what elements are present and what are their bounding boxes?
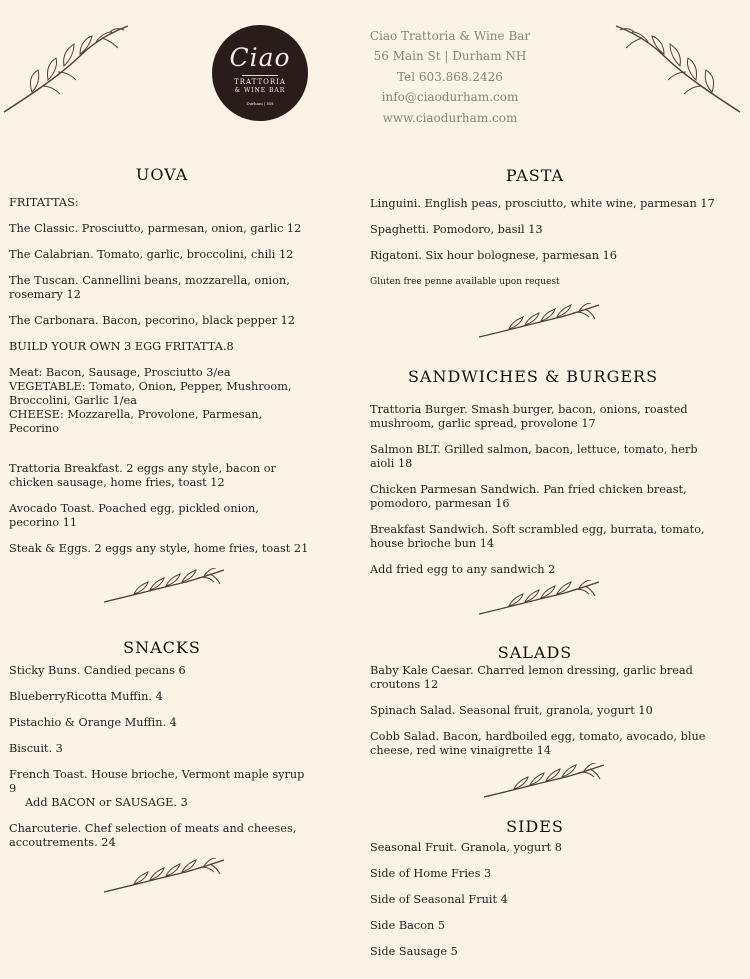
list-item: Steak & Eggs. 2 eggs any style, home fries, toast 21	[9, 542, 309, 555]
logo-line-3: Durham | NH	[246, 101, 274, 106]
contact-address: 56 Main St | Durham NH	[373, 49, 527, 64]
list-item: Side Bacon 5	[370, 919, 446, 932]
logo-line-1: TRATTORIA	[234, 78, 286, 86]
list-item: Spaghetti. Pomodoro, basil 13	[370, 223, 543, 236]
logo-rule	[242, 75, 278, 76]
olive-branch-icon	[2, 24, 132, 116]
list-item: Rigatoni. Six hour bolognese, parmesan 16	[370, 249, 617, 262]
contact-name: Ciao Trattoria & Wine Bar	[369, 29, 531, 43]
section-title-salads: SALADS	[497, 643, 573, 662]
section-title-sandwiches: SANDWICHES & BURGERS	[407, 367, 659, 386]
list-item: French Toast. House brioche, Vermont maple syrup 9	[9, 768, 305, 795]
pasta-note: Gluten free penne available upon request	[370, 277, 560, 287]
list-item: VEGETABLE: Tomato, Onion, Pepper, Mushroom, Broccolini, Garlic 1/ea	[9, 380, 292, 407]
section-title-uova: UOVA	[135, 165, 189, 184]
sprig-divider-icon	[475, 303, 605, 343]
uova-items	[9, 196, 309, 556]
list-item: Add fried egg to any sandwich 2	[370, 563, 556, 576]
list-item: Trattoria Burger. Smash burger, bacon, onions, roasted mushroom, garlic spread, provolone 17	[370, 403, 688, 430]
section-title-snacks: SNACKS	[123, 638, 201, 657]
list-item: Salmon BLT. Grilled salmon, bacon, lettuce, tomato, herb aioli 18	[370, 443, 698, 470]
contact-block	[345, 26, 555, 128]
list-item: Seasonal Fruit. Granola, yogurt 8	[370, 841, 562, 854]
list-item: FRITATTAS:	[9, 196, 79, 209]
list-item: The Tuscan. Cannellini beans, mozzarella, onion, rosemary 12	[9, 274, 290, 301]
list-item: Sticky Buns. Candied pecans 6	[9, 664, 186, 677]
logo-line-2: & WINE BAR	[234, 87, 286, 94]
sprig-divider-icon	[100, 858, 230, 898]
list-item: Baby Kale Caesar. Charred lemon dressing, garlic bread croutons 12	[370, 664, 693, 691]
olive-branch-icon	[612, 24, 742, 116]
list-item: Breakfast Sandwich. Soft scrambled egg, burrata, tomato, house brioche bun 14	[370, 523, 705, 550]
list-item: Add BACON or SAUSAGE. 3	[25, 796, 188, 809]
list-item: BlueberryRicotta Muffin. 4	[9, 690, 163, 703]
list-item: The Classic. Prosciutto, parmesan, onion, garlic 12	[9, 222, 302, 235]
list-item: Biscuit. 3	[9, 742, 63, 755]
sprig-divider-icon	[480, 763, 610, 803]
restaurant-logo	[212, 25, 308, 121]
sprig-divider-icon	[475, 580, 605, 620]
list-item: Charcuterie. Chef selection of meats and cheeses, accoutrements. 24	[9, 822, 297, 849]
list-item: The Calabrian. Tomato, garlic, broccolini, chili 12	[9, 248, 294, 261]
list-item: Linguini. English peas, prosciutto, white wine, parmesan 17	[370, 197, 715, 210]
list-item: Side Sausage 5	[370, 945, 458, 958]
sprig-divider-icon	[100, 568, 230, 608]
list-item: Trattoria Breakfast. 2 eggs any style, bacon or chicken sausage, home fries, toast 12	[9, 462, 276, 489]
contact-website[interactable]: www.ciaodurham.com	[382, 110, 518, 125]
sides-items	[370, 841, 730, 959]
section-title-pasta: PASTA	[505, 166, 565, 185]
contact-phone[interactable]: Tel 603.868.2426	[397, 69, 503, 84]
logo-script: Ciao	[229, 43, 291, 72]
list-item: CHEESE: Mozzarella, Provolone, Parmesan, Pecorino	[9, 408, 263, 435]
list-item: Avocado Toast. Poached egg, pickled onion, pecorino 11	[9, 502, 259, 529]
pasta-items	[370, 197, 735, 289]
list-item: Spinach Salad. Seasonal fruit, granola, yogurt 10	[370, 704, 653, 717]
list-item: Chicken Parmesan Sandwich. Pan fried chicken breast, pomodoro, parmesan 16	[370, 483, 687, 510]
snacks-items	[9, 664, 309, 850]
list-item: Cobb Salad. Bacon, hardboiled egg, tomato, avocado, blue cheese, red wine vinaigrette 14	[370, 730, 706, 757]
salads-items	[370, 664, 735, 758]
list-item: Side of Home Fries 3	[370, 867, 492, 880]
section-title-sides: SIDES	[506, 817, 564, 836]
sandwiches-items	[370, 403, 720, 577]
list-item: The Carbonara. Bacon, pecorino, black pepper 12	[9, 314, 295, 327]
list-item: Pistachio & Orange Muffin. 4	[9, 716, 177, 729]
list-item: BUILD YOUR OWN 3 EGG FRITATTA.8	[9, 340, 234, 353]
list-item: Side of Seasonal Fruit 4	[370, 893, 508, 906]
contact-email[interactable]: info@ciaodurham.com	[381, 90, 519, 105]
list-item: Meat: Bacon, Sausage, Prosciutto 3/ea	[9, 366, 231, 379]
